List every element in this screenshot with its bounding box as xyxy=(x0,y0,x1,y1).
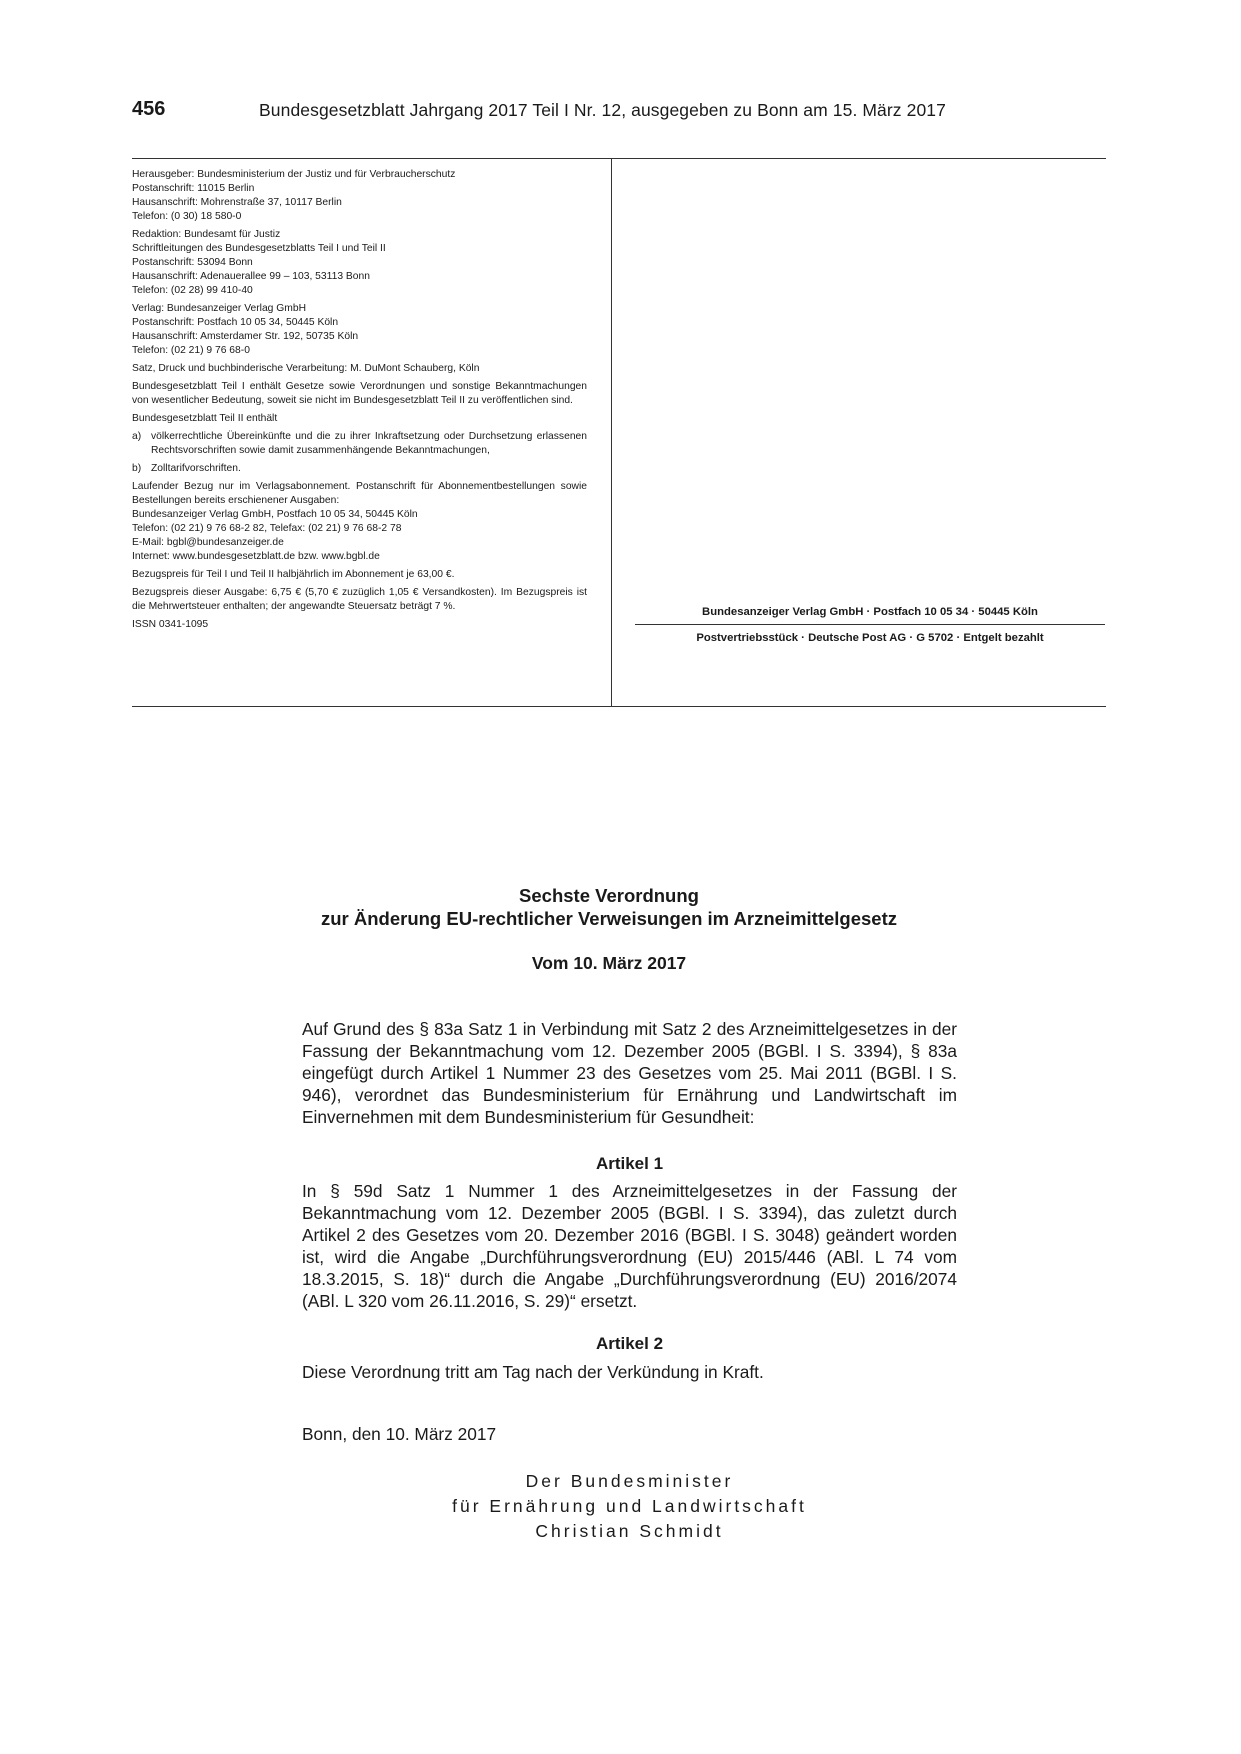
imprint-teil2-intro: Bundesgesetzblatt Teil II enthält xyxy=(132,413,278,424)
imprint-line: Postanschrift: Postfach 10 05 34, 50445 Köln xyxy=(132,317,339,328)
list-label: b) xyxy=(132,463,142,474)
imprint-line: Hausanschrift: Adenauerallee 99 – 103, 53113 Bonn xyxy=(132,271,370,282)
imprint-line: Telefon: (0 30) 18 580-0 xyxy=(132,211,242,222)
imprint-line: Telefon: (02 28) 99 410-40 xyxy=(132,285,253,296)
header-rule-bottom xyxy=(132,706,1106,707)
postal-sender: Bundesanzeiger Verlag GmbH · Postfach 10 05 34 · 50445 Köln xyxy=(702,606,1038,618)
gazette-header: Bundesgesetzblatt Jahrgang 2017 Teil I Nr. 12, ausgegeben zu Bonn am 15. März 2017 xyxy=(259,100,946,120)
place-date: Bonn, den 10. März 2017 xyxy=(302,1424,497,1444)
signature-line3: Christian Schmidt xyxy=(535,1521,724,1541)
imprint-line: Bundesanzeiger Verlag GmbH, Postfach 10 05 34, 50445 Köln xyxy=(132,509,418,520)
imprint-teil1: Bundesgesetzblatt Teil I enthält Gesetze sowie Verordnungen und sonstige Bekanntmachungen von wesentlicher Bedeutung, soweit sie nicht im Bundesgesetzblatt Teil II zu veröffentlichen sind. xyxy=(132,381,587,406)
list-text: Zolltarifvorschriften. xyxy=(151,463,241,474)
imprint-printing: Satz, Druck und buchbinderische Verarbeitung: M. DuMont Schauberg, Köln xyxy=(132,363,480,374)
postal-note: Postvertriebsstück · Deutsche Post AG · G 5702 · Entgelt bezahlt xyxy=(696,632,1044,644)
imprint-editorial xyxy=(132,228,587,298)
article1-heading: Artikel 1 xyxy=(595,1154,664,1173)
article1-paragraph xyxy=(302,1180,957,1312)
imprint-line: Herausgeber: Bundesministerium der Justiz und für Verbraucherschutz xyxy=(132,169,456,180)
imprint-line: Telefon: (02 21) 9 76 68-0 xyxy=(132,345,250,356)
preamble-paragraph xyxy=(302,1018,957,1128)
ordinance-title-line1: Sechste Verordnung xyxy=(519,885,699,906)
signature-line1: Der Bundesminister xyxy=(525,1471,734,1491)
imprint-line: Schriftleitungen des Bundesgesetzblatts Teil I und Teil II xyxy=(132,243,386,254)
imprint-issn: ISSN 0341-1095 xyxy=(132,619,209,630)
imprint-line: Telefon: (02 21) 9 76 68-2 82, Telefax: (02 21) 9 76 68-2 78 xyxy=(132,523,402,534)
imprint-block xyxy=(132,168,587,636)
imprint-verlag xyxy=(132,302,587,358)
imprint-publisher xyxy=(132,168,587,224)
imprint-line: Postanschrift: 11015 Berlin xyxy=(132,183,255,194)
postal-rule xyxy=(635,624,1105,625)
imprint-line: Hausanschrift: Amsterdamer Str. 192, 50735 Köln xyxy=(132,331,359,342)
article2-text: Diese Verordnung tritt am Tag nach der Verkündung in Kraft. xyxy=(302,1362,764,1382)
page-number: 456 xyxy=(132,98,166,120)
imprint-line: Internet: www.bundesgesetzblatt.de bzw. www.bgbl.de xyxy=(132,551,380,562)
imprint-line: Verlag: Bundesanzeiger Verlag GmbH xyxy=(132,303,307,314)
imprint-line: E-Mail: bgbl@bundesanzeiger.de xyxy=(132,537,284,548)
ordinance-title-line2: zur Änderung EU-rechtlicher Verweisungen im Arzneimittelgesetz xyxy=(320,908,898,929)
signature-line2: für Ernährung und Landwirtschaft xyxy=(452,1496,807,1516)
article2-heading: Artikel 2 xyxy=(595,1334,664,1353)
list-label: a) xyxy=(132,431,142,442)
imprint-line: Redaktion: Bundesamt für Justiz xyxy=(132,229,281,240)
column-divider xyxy=(611,158,612,706)
ordinance-date: Vom 10. März 2017 xyxy=(531,953,687,973)
imprint-line: Hausanschrift: Mohrenstraße 37, 10117 Berlin xyxy=(132,197,342,208)
imprint-teil2-item-b xyxy=(132,462,587,476)
imprint-subscription xyxy=(132,480,587,564)
article1-text: In § 59d Satz 1 Nummer 1 des Arzneimittelgesetzes in der Fassung der Bekanntmachung vom 12. Dezember 2005 (BGBl. I S. 3394), das zuletzt durch Artikel 2 des Gesetzes vom 20. Dezember 2016 (BGBl. I S. 3048) geändert worden ist, wird die Angabe „Durchführungsverordnung (EU) 2015/446 (ABl. L 74 vom 18.3.2015, S. 18)“ durch die Angabe „Durchführungsverordnung (EU) 2016/2074 (ABl. L 320 vom 26.11.2016, S. 29)“ ersetzt. xyxy=(302,1181,957,1311)
list-text: völkerrechtliche Übereinkünfte und die zu ihrer Inkraftsetzung oder Durchsetzung erlassenen Rechtsvorschriften sowie damit zusammenhängende Bekanntmachungen, xyxy=(151,431,587,456)
imprint-teil2-item-a xyxy=(132,430,587,458)
preamble-text: Auf Grund des § 83a Satz 1 in Verbindung mit Satz 2 des Arzneimittelgesetzes in der Fassung der Bekanntmachung vom 12. Dezember 2005 (BGBl. I S. 3394), § 83a eingefügt durch Artikel 1 Nummer 23 des Gesetzes vom 25. Mai 2011 (BGBl. I S. 946), verordnet das Bundesministerium für Ernährung und Landwirtschaft im Einvernehmen mit dem Bundesministerium für Gesundheit: xyxy=(302,1019,957,1127)
header-rule-top xyxy=(132,158,1106,159)
imprint-subscription-text: Laufender Bezug nur im Verlagsabonnement. Postanschrift für Abonnementbestellungen sowie Bestellungen bereits erschienener Ausgaben: xyxy=(132,481,587,506)
imprint-line: Postanschrift: 53094 Bonn xyxy=(132,257,253,268)
imprint-price-issue: Bezugspreis dieser Ausgabe: 6,75 € (5,70 € zuzüglich 1,05 € Versandkosten). Im Bezugspreis ist die Mehrwertsteuer enthalten; der angewandte Steuersatz beträgt 7 %. xyxy=(132,587,587,612)
imprint-price-year: Bezugspreis für Teil I und Teil II halbjährlich im Abonnement je 63,00 €. xyxy=(132,569,455,580)
